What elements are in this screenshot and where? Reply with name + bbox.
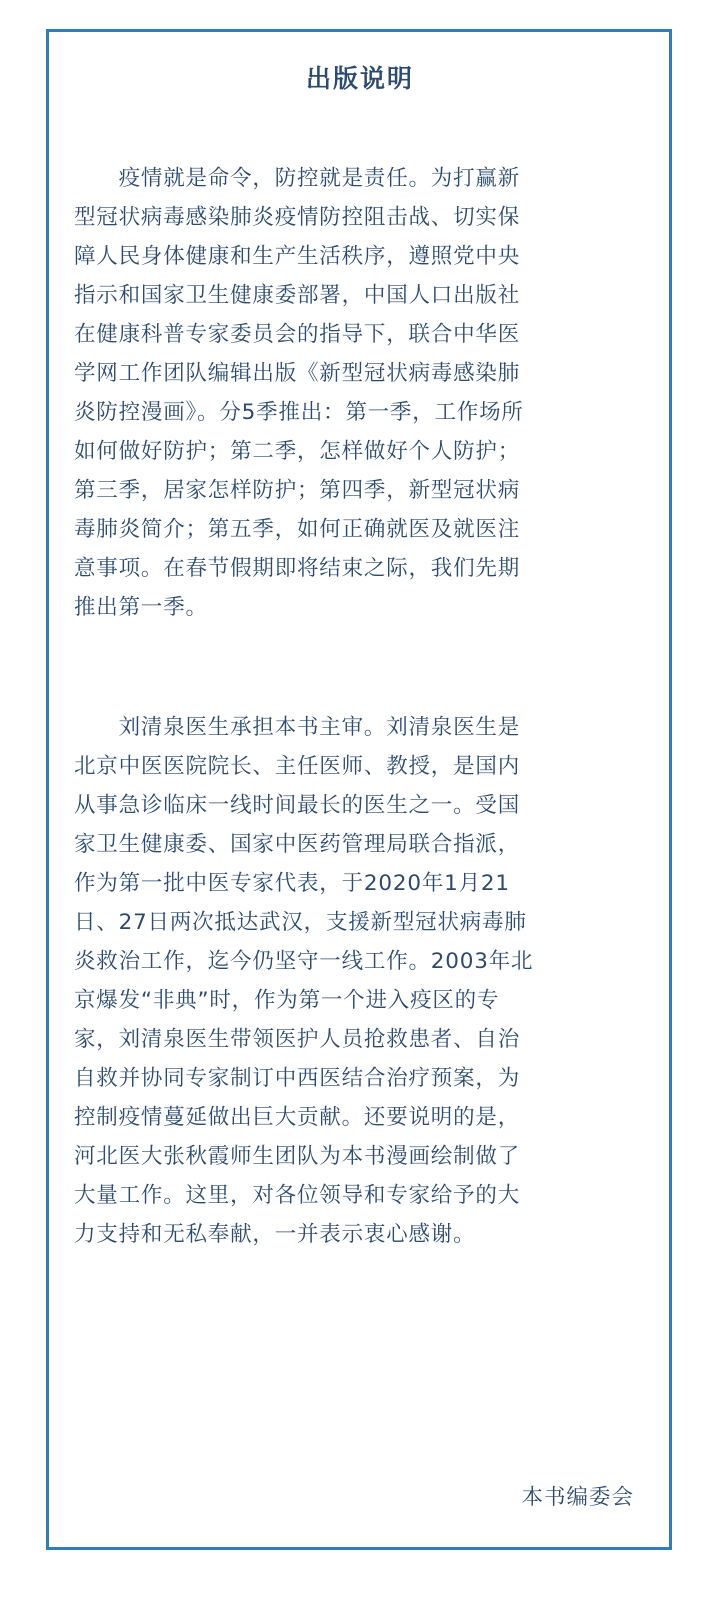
text-line: 自救并协同专家制订中西医结合治疗预案，为 <box>74 1066 521 1091</box>
text-line: 毒肺炎简介；第五季，如何正确就医及就医注 <box>74 517 521 542</box>
text-line: 大量工作。这里，对各位领导和专家给予的大 <box>74 1183 521 1208</box>
text-line: 障人民身体健康和生产生活秩序，遵照党中央 <box>74 244 521 269</box>
text-line: 指示和国家卫生健康委部署，中国人口出版社 <box>74 283 521 308</box>
text-line: 推出第一季。 <box>74 595 208 620</box>
text-line: 疫情就是命令，防控就是责任。为打赢新 <box>74 166 521 191</box>
page-title: 出版说明 <box>305 64 414 93</box>
text-line: 家，刘清泉医生带领医护人员抢救患者、自治 <box>74 1027 521 1052</box>
text-line: 炎防控漫画》。分5季推出：第一季，工作场所 <box>74 400 524 425</box>
text-line: 如何做好防护；第二季，怎样做好个人防护； <box>74 439 521 464</box>
text-line: 家卫生健康委、国家中医药管理局联合指派， <box>74 832 521 857</box>
signature: 本书编委会 <box>521 1485 634 1510</box>
text-line: 型冠状病毒感染肺炎疫情防控阻击战、切实保 <box>74 205 521 230</box>
text-line: 在健康科普专家委员会的指导下，联合中华医 <box>74 322 521 347</box>
text-line: 从事急诊临床一线时间最长的医生之一。受国 <box>74 793 521 818</box>
paragraph-2 <box>74 708 646 1254</box>
text-line: 炎救治工作，迄今仍坚守一线工作。2003年北 <box>74 949 534 974</box>
text-line: 第三季，居家怎样防护；第四季，新型冠状病 <box>74 478 521 503</box>
text-line: 河北医大张秋霞师生团队为本书漫画绘制做了 <box>74 1144 521 1169</box>
text-line: 刘清泉医生承担本书主审。刘清泉医生是 <box>74 715 521 740</box>
text-line: 学网工作团队编辑出版《新型冠状病毒感染肺 <box>74 361 521 386</box>
text-line: 控制疫情蔓延做出巨大贡献。还要说明的是， <box>74 1105 521 1130</box>
text-line: 京爆发“非典”时，作为第一个进入疫区的专 <box>74 988 500 1013</box>
text-line: 作为第一批中医专家代表，于2020年1月21 <box>74 871 510 896</box>
text-line: 力支持和无私奉献，一并表示衷心感谢。 <box>74 1222 476 1247</box>
text-line: 意事项。在春节假期即将结束之际，我们先期 <box>74 556 521 581</box>
text-line: 日、27日两次抵达武汉，支援新型冠状病毒肺 <box>74 910 527 935</box>
paragraph-1 <box>74 159 646 627</box>
text-line: 北京中医医院院长、主任医师、教授，是国内 <box>74 754 521 779</box>
